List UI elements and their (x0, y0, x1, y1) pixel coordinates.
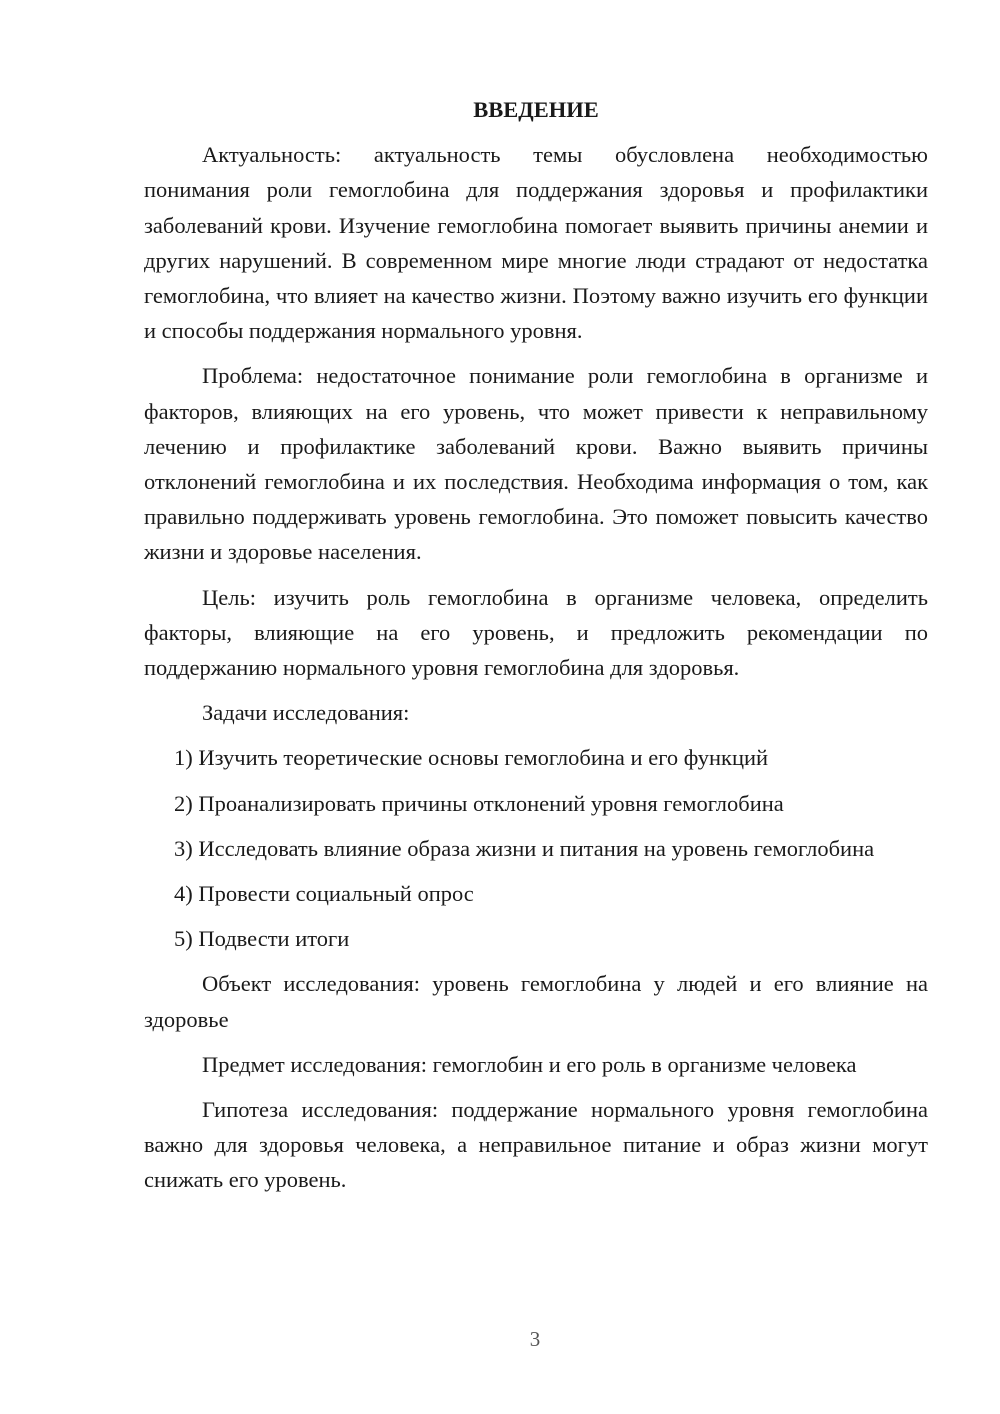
task-item-4: 4) Провести социальный опрос (174, 881, 474, 907)
paragraph-subject: Предмет исследования: гемоглобин и его роль в организме человека (202, 1051, 857, 1077)
paragraph-relevance: Актуальность: актуальность темы обусловлена необходимостью понимания роли гемоглобина для поддержания здоровья и профилактики заболеваний крови. Изучение гемоглобина помогает выявить причины анемии и других нарушений. В современном мире многие люди страдают от недостатка гемоглобина, что влияет на качество жизни. Поэтому важно изучить его функции и способы поддержания нормального уровня. (144, 142, 928, 344)
task-item-5: 5) Подвести итоги (174, 926, 350, 952)
task-item-3: 3) Исследовать влияние образа жизни и питания на уровень гемоглобина (174, 835, 875, 861)
paragraph-problem: Проблема: недостаточное понимание роли гемоглобина в организме и факторов, влияющих на его уровень, что может привести к неправильному лечению и профилактике заболеваний крови. Важно выявить причины отклонений гемоглобина и их последствия. Необходима информация о том, как правильно поддерживать уровень гемоглобина. Это поможет повысить качество жизни и здоровье населения. (144, 363, 928, 565)
paragraph-tasks-heading: Задачи исследования: (202, 700, 410, 726)
paragraph-hypothesis: Гипотеза исследования: поддержание нормального уровня гемоглобина важно для здоровья человека, а неправильное питание и образ жизни могут снижать его уровень. (144, 1097, 928, 1193)
page-number: 3 (529, 1327, 541, 1351)
page-title: ВВЕДЕНИЕ (473, 97, 599, 122)
document-body (144, 92, 928, 1208)
task-item-1: 1) Изучить теоретические основы гемоглобина и его функций (174, 745, 769, 771)
paragraph-goal: Цель: изучить роль гемоглобина в организме человека, определить факторы, влияющие на его уровень, и предложить рекомендации по поддержанию нормального уровня гемоглобина для здоровья. (144, 584, 928, 681)
paragraph-object: Объект исследования: уровень гемоглобина у людей и его влияние на здоровье (144, 971, 928, 1032)
task-item-2: 2) Проанализировать причины отклонений уровня гемоглобина (174, 790, 784, 816)
